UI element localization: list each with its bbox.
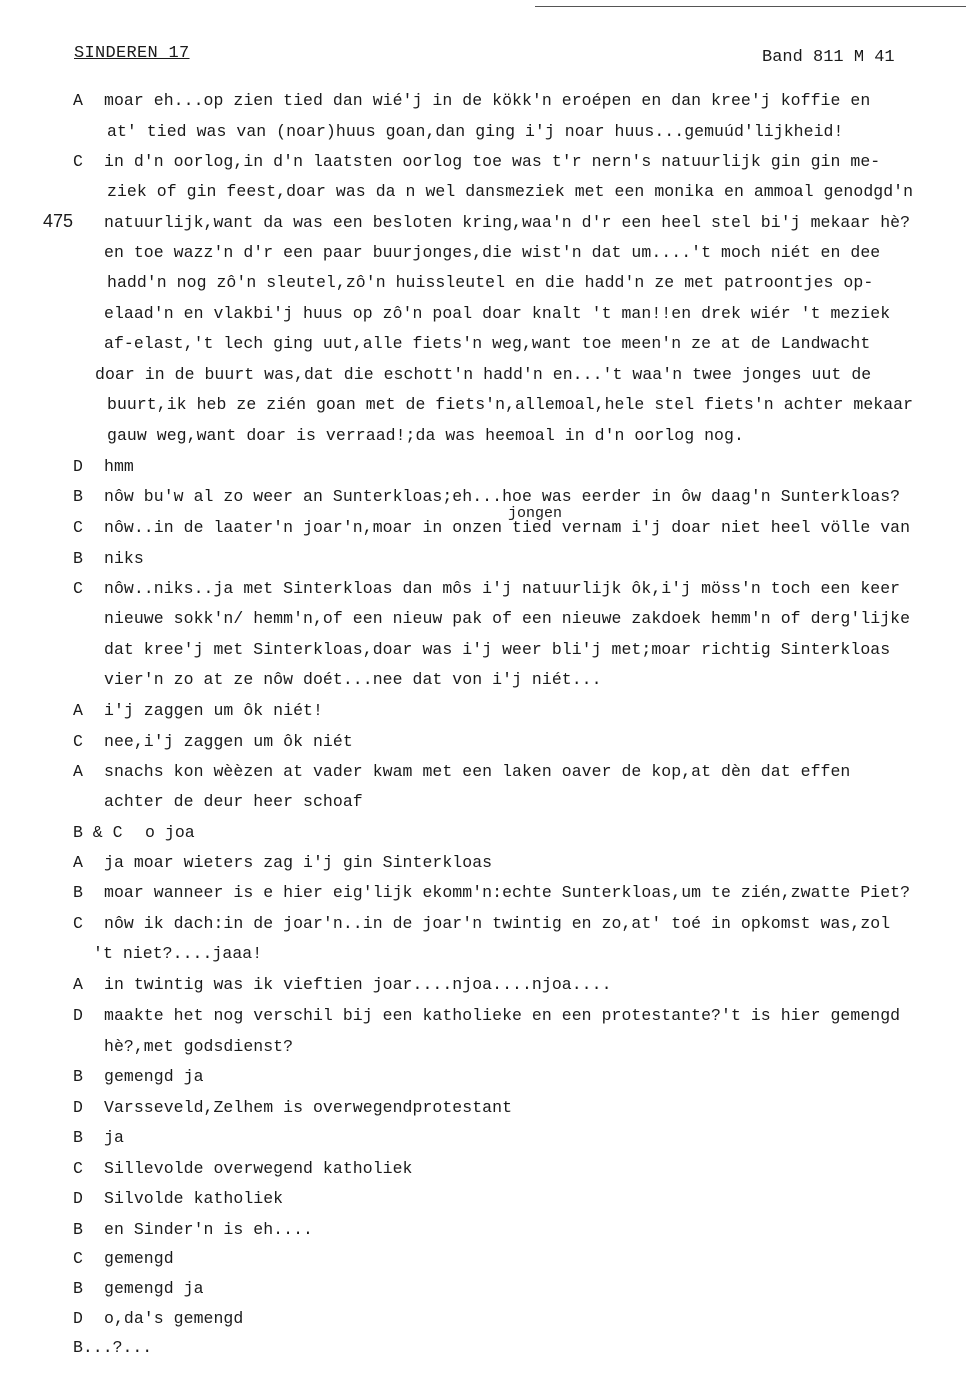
top-rule: [535, 6, 966, 7]
transcript-line: doar in de buurt was,dat die eschott'n hadd'n en...'t waa'n twee jonges uut de: [95, 365, 872, 384]
speaker-label: B & C: [73, 823, 123, 842]
transcript-line: gemengd: [104, 1249, 174, 1268]
line-number: 475: [43, 211, 74, 231]
transcript-line: moar eh...op zien tied dan wié'j in de kökk'n eroépen en dan kree'j koffie en: [104, 91, 871, 110]
transcript-line: at' tied was van (noar)huus goan,dan ging i'j noar huus...gemuúd'lijkheid!: [107, 122, 844, 141]
speaker-label: A: [73, 975, 83, 994]
speaker-label: C: [73, 732, 83, 751]
transcript-line: ja: [104, 1128, 124, 1147]
speaker-label: C: [73, 1159, 83, 1178]
transcript-line: gauw weg,want doar is verraad!;da was heemoal in d'n oorlog nog.: [107, 426, 744, 445]
transcript-line: en Sinder'n is eh....: [104, 1220, 313, 1239]
transcript-line: 't niet?....jaaa!: [93, 944, 263, 963]
transcript-line: moar wanneer is e hier eig'lijk ekomm'n:echte Sunterkloas,um te zién,zwatte Piet?: [104, 883, 911, 902]
transcript-line: nôw..in de laater'n joar'n,moar in onzen tied vernam i'j doar niet heel völle van: [104, 518, 911, 537]
transcript-line: i'j zaggen um ôk niét!: [104, 701, 323, 720]
speaker-label: D: [73, 1098, 83, 1117]
speaker-label: B: [73, 1279, 83, 1298]
transcript-line: gemengd ja: [104, 1279, 204, 1298]
transcript-line: o joa: [145, 823, 195, 842]
transcript-line: Varsseveld,Zelhem is overwegendprotestant: [104, 1098, 513, 1117]
transcript-line: in twintig was ik vieftien joar....njoa....njoa....: [104, 975, 612, 994]
speaker-label: B: [73, 1220, 83, 1239]
speaker-label: D: [73, 457, 83, 476]
transcript-line: ziek of gin feest,doar was da n wel dansmeziek met een monika en ammoal genodgd'n: [107, 182, 914, 201]
speaker-label: C: [73, 152, 83, 171]
document-title: SINDEREN 17: [74, 44, 190, 63]
transcript-line: vier'n zo at ze nôw doét...nee dat von i'j niét...: [104, 670, 602, 689]
speaker-label: B...?...: [73, 1338, 153, 1357]
transcript-line: elaad'n en vlakbi'j huus op zô'n poal doar knalt 't man!!en drek wiér 't meziek: [104, 304, 891, 323]
speaker-label: C: [73, 579, 83, 598]
transcript-line: nieuwe sokk'n/ hemm'n,of een nieuw pak of een nieuwe zakdoek hemm'n of derg'lijke: [104, 609, 911, 628]
speaker-label: B: [73, 549, 83, 568]
speaker-label: A: [73, 762, 83, 781]
speaker-label: D: [73, 1189, 83, 1208]
speaker-label: A: [73, 91, 83, 110]
band-reference: Band 811 M 41: [762, 48, 895, 67]
transcript-line: hmm: [104, 457, 134, 476]
transcript-line: Sillevolde overwegend katholiek: [104, 1159, 413, 1178]
transcript-line: hadd'n nog zô'n sleutel,zô'n huissleutel en die hadd'n ze met patroontjes op-: [107, 273, 874, 292]
speaker-label: B: [73, 1067, 83, 1086]
transcript-line: buurt,ik heb ze zién goan met de fiets'n,allemoal,hele stel fiets'n achter mekaar: [107, 395, 914, 414]
transcript-line: natuurlijk,want da was een besloten kring,waa'n d'r een heel stel bi'j mekaar hè?: [104, 213, 911, 232]
transcript-line: af-elast,'t lech ging uut,alle fiets'n weg,want toe meen'n ze at de Landwacht: [104, 334, 871, 353]
transcript-line: o,da's gemengd: [104, 1309, 244, 1328]
transcript-line: nôw bu'w al zo weer an Sunterkloas;eh...hoe was eerder in ôw daag'n Sunterkloas?: [104, 487, 901, 506]
speaker-label: A: [73, 701, 83, 720]
speaker-label: D: [73, 1309, 83, 1328]
transcript-line: snachs kon wèèzen at vader kwam met een laken oaver de kop,at dèn dat effen: [104, 762, 851, 781]
interlinear-correction: jongen: [508, 505, 563, 522]
transcript-line: maakte het nog verschil bij een katholieke en een protestante?'t is hier gemengd: [104, 1006, 901, 1025]
speaker-label: C: [73, 914, 83, 933]
transcript-line: Silvolde katholiek: [104, 1189, 284, 1208]
transcript-line: nee,i'j zaggen um ôk niét: [104, 732, 353, 751]
speaker-label: C: [73, 1249, 83, 1268]
speaker-label: B: [73, 883, 83, 902]
speaker-label: B: [73, 1128, 83, 1147]
transcript-line: niks: [104, 549, 144, 568]
transcript-line: in d'n oorlog,in d'n laatsten oorlog toe was t'r nern's natuurlijk gin gin me-: [104, 152, 881, 171]
transcript-line: dat kree'j met Sinterkloas,doar was i'j weer bli'j met;moar richtig Sinterkloas: [104, 640, 891, 659]
speaker-label: D: [73, 1006, 83, 1025]
transcript-line: en toe wazz'n d'r een paar buurjonges,die wist'n dat um....'t moch niét en dee: [104, 243, 881, 262]
transcript-line: hè?,met godsdienst?: [104, 1037, 294, 1056]
speaker-label: B: [73, 487, 83, 506]
transcript-line: achter de deur heer schoaf: [104, 792, 363, 811]
transcript-line: ja moar wieters zag i'j gin Sinterkloas: [104, 853, 493, 872]
transcript-line: nôw ik dach:in de joar'n..in de joar'n twintig en zo,at' toé in opkomst was,zol: [104, 914, 891, 933]
transcript-line: nôw..niks..ja met Sinterkloas dan môs i'j natuurlijk ôk,i'j möss'n toch een keer: [104, 579, 901, 598]
transcript-line: gemengd ja: [104, 1067, 204, 1086]
speaker-label: A: [73, 853, 83, 872]
speaker-label: C: [73, 518, 83, 537]
